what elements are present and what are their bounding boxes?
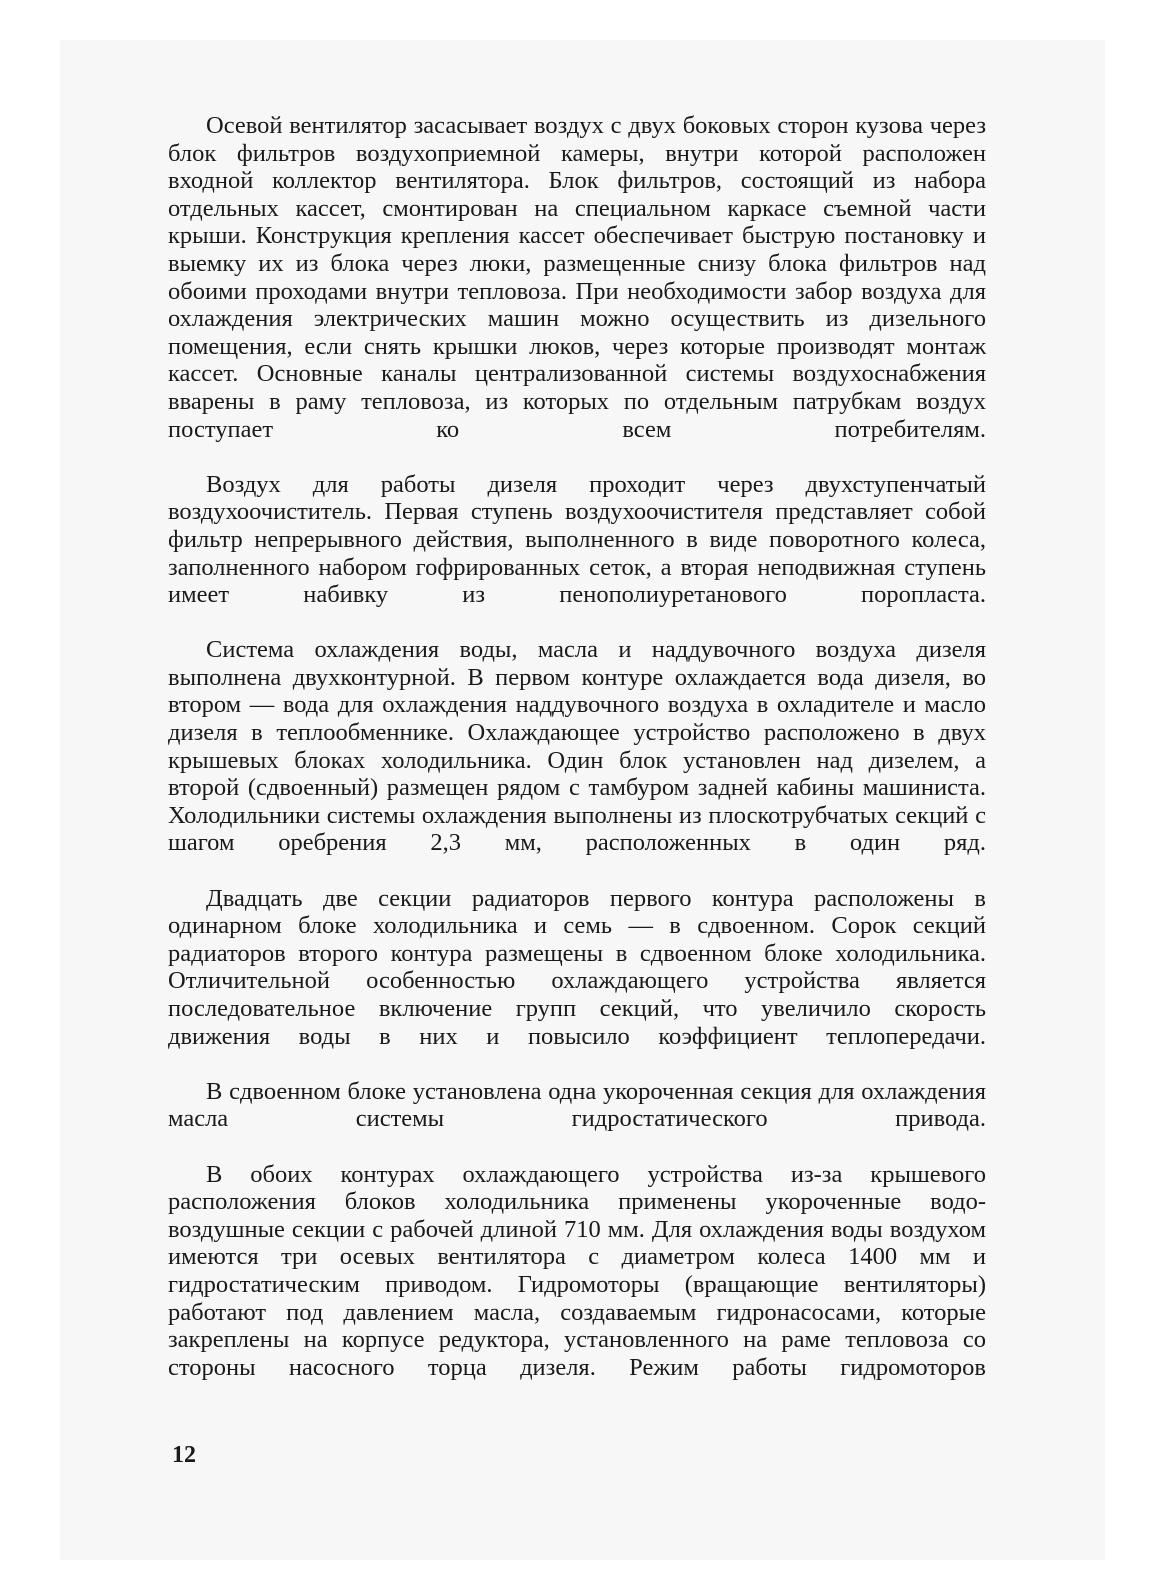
page-number: 12 — [172, 1442, 196, 1468]
paragraph: Воздух для работы дизеля проходит через двухступенчатый воздухоочиститель. Первая ступень воздухоочистителя представляет собой фильтр непрерывного действия, выполненного в виде поворотного колеса, заполненного набором гофрированных сеток, а вторая неподвижная ступень имеет набивку из пенополиуретанового поропласта. — [168, 470, 986, 609]
paragraph: Осевой вентилятор засасывает воздух с двух боковых сторон кузова через блок фильтров воздухоприемной камеры, внутри которой расположен входной коллектор вентилятора. Блок фильтров, состоящий из набора отдельных кассет, смонтирован на специальном каркасе съемной части крыши. Конструкция крепления кассет обеспечивает быструю постановку и выемку их из блока через люки, размещенные снизу блока фильтров над обоими проходами внутри тепловоза. При необходимости забор воздуха для охлаждения электрических машин можно осуществить из дизельного помещения, если снять крышки люков, через которые производят монтаж кассет. Основные каналы централизованной системы воздухоснабжения вварены в раму тепловоза, из которых по отдельным патрубкам воздух поступает ко всем потребителям. — [168, 112, 986, 443]
paragraph-last: В обоих контурах охлаждающего устройства из-за крышевого расположения блоков холодильника применены укороченные водо-воздушные секции с рабочей длиной 710 мм. Для охлаждения воды воздухом имеются три осевых вентилятора с диаметром колеса 1400 мм и гидростатическим приводом. Гидромоторы (вращающие вентиляторы) работают под давлением масла, создаваемым гидронасосами, которые закреплены на корпусе редуктора, установленного на раме тепловоза со стороны насосного торца дизеля. Режим работы гидромоторов — [168, 1160, 986, 1381]
paragraph: В сдвоенном блоке установлена одна укороченная секция для охлаждения масла системы гидростатического привода. — [168, 1077, 986, 1133]
paragraph: Система охлаждения воды, масла и наддувочного воздуха дизеля выполнена двухконтурной. В первом контуре охлаждается вода дизеля, во втором — вода для охлаждения наддувочного воздуха в охладителе и масло дизеля в теплообменнике. Охлаждающее устройство расположено в двух крышевых блоках холодильника. Один блок установлен над дизелем, а второй (сдвоенный) размещен рядом с тамбуром задней кабины машиниста. Холодильники системы охлаждения выполнены из плоскотрубчатых секций с шагом оребрения 2,3 мм, расположенных в один ряд. — [168, 636, 986, 857]
body-text — [168, 112, 986, 1409]
paragraph: Двадцать две секции радиаторов первого контура расположены в одинарном блоке холодильника и семь — в сдвоенном. Сорок секций радиаторов второго контура размещены в сдвоенном блоке холодильника. Отличительной особенностью охлаждающего устройства является последовательное включение групп секций, что увеличило скорость движения воды в них и повысило коэффициент теплопередачи. — [168, 884, 986, 1050]
